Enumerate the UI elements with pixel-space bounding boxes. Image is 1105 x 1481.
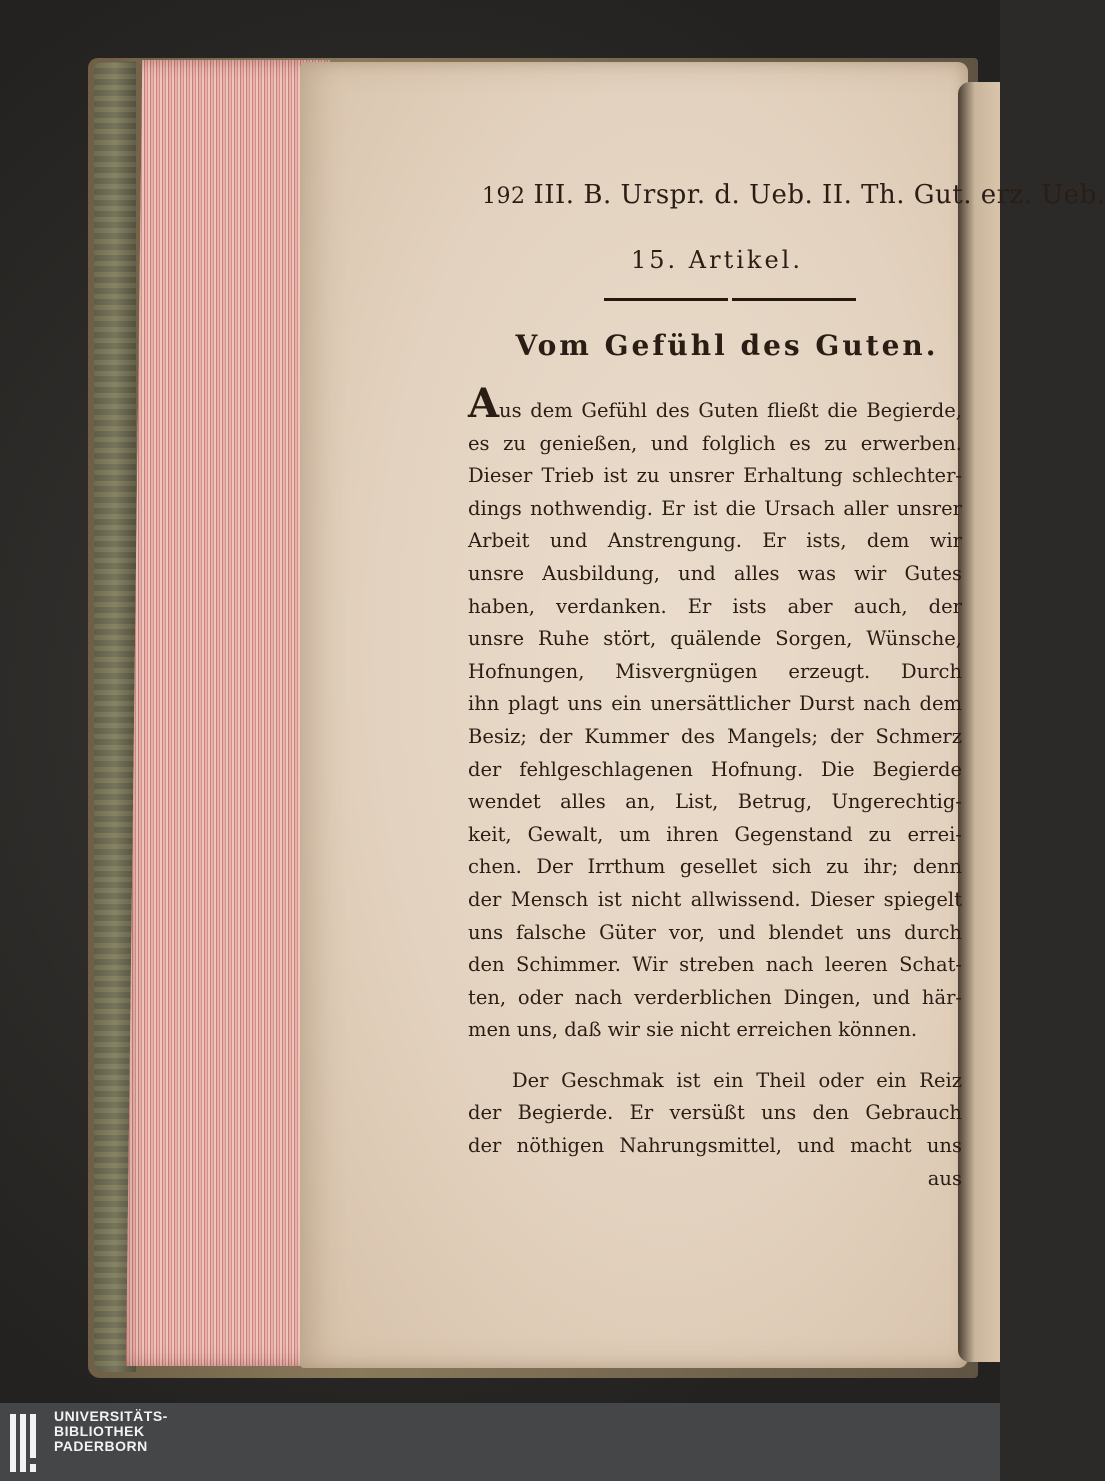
text-line: men uns, daß wir sie nicht erreichen können. — [468, 1018, 918, 1042]
running-head — [482, 180, 1105, 210]
text-line: es zu genießen, und folglich es zu erwerben. — [468, 431, 962, 455]
text-line: dings nothwendig. Er ist die Ursach aller unsrer — [468, 496, 962, 520]
text-line: den Schimmer. Wir streben nach leeren Schat- — [468, 953, 962, 977]
logo-line: BIBLIOTHEK — [54, 1423, 145, 1439]
text-line: uns falsche Güter vor, und blendet uns durch — [468, 920, 962, 944]
text-line: Hofnungen, Misvergnügen erzeugt. Durch — [468, 659, 962, 683]
text-line: der Begierde. Er versüßt uns den Gebrauch — [468, 1101, 962, 1125]
library-logo-icon — [4, 1408, 48, 1478]
text-line: der nöthigen Nahrungsmittel, und macht uns — [468, 1134, 962, 1158]
chapter-title: Vom Gefühl des Guten. — [515, 329, 939, 362]
text-line — [468, 380, 962, 428]
text-line: Der Geschmak ist ein Theil oder ein Reiz — [512, 1068, 962, 1092]
logo-line: PADERBORN — [54, 1438, 148, 1454]
library-logo-text — [54, 1409, 168, 1454]
text-line: Arbeit und Anstrengung. Er ists, dem wir — [468, 529, 962, 553]
text-line: wendet alles an, List, Betrug, Ungerechtig- — [468, 790, 962, 814]
logo-line: UNIVERSITÄTS- — [54, 1408, 168, 1424]
page-text-block — [462, 180, 1105, 1195]
running-head-text: III. B. Urspr. d. Ueb. II. Th. Gut. erz. Ueb. — [533, 180, 1105, 210]
paragraph-1 — [462, 380, 962, 1047]
paragraph-2 — [462, 1065, 962, 1163]
page-number: 192 — [482, 184, 526, 209]
article-label: 15. Artikel. — [631, 246, 803, 274]
text-line-rest: us dem Gefühl des Guten fließt die Begierde, — [499, 399, 962, 422]
text-line: der fehlgeschlagenen Hofnung. Die Begierde — [468, 757, 962, 781]
rule-segment — [732, 298, 856, 301]
section-rule — [498, 298, 962, 301]
rule-segment — [604, 298, 728, 301]
initial-letter: A — [468, 380, 500, 427]
text-line: haben, verdanken. Er ists aber auch, der — [468, 594, 962, 618]
text-line: ihn plagt uns ein unersättlicher Durst nach dem — [468, 692, 962, 716]
text-line: Besiz; der Kummer des Mangels; der Schmerz — [468, 724, 962, 748]
text-line: chen. Der Irrthum gesellet sich zu ihr; denn — [468, 855, 962, 879]
text-line: ten, oder nach verderblichen Dingen, und här- — [468, 985, 962, 1009]
catchword: aus — [927, 1166, 962, 1190]
text-line: der Mensch ist nicht allwissend. Dieser spiegelt — [468, 887, 962, 911]
text-line: unsre Ausbildung, und alles was wir Gutes — [468, 561, 962, 585]
text-line: unsre Ruhe stört, quälende Sorgen, Wünsche, — [468, 627, 962, 651]
text-line: keit, Gewalt, um ihren Gegenstand zu errei- — [468, 822, 962, 846]
facing-page-edge — [958, 82, 1000, 1362]
text-line: Dieser Trieb ist zu unsrer Erhaltung schlechter- — [468, 464, 962, 488]
